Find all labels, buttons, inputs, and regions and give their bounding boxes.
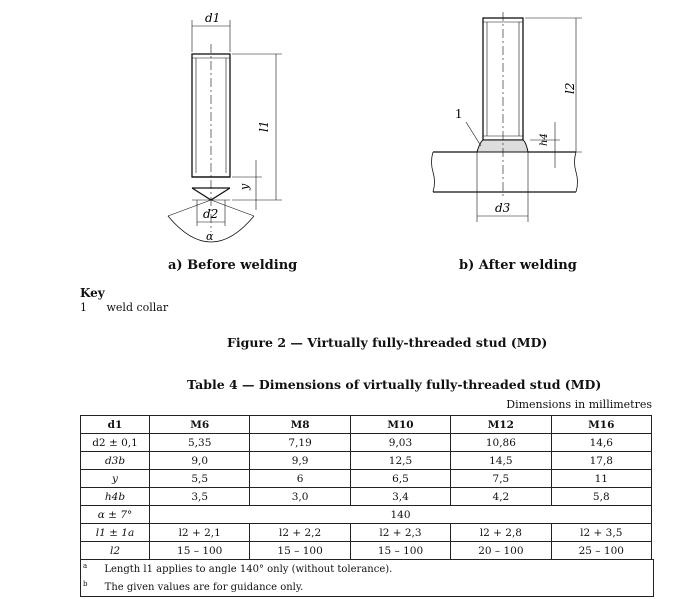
header-cell: d1 [81,416,150,434]
key-item-text: weld collar [106,301,169,314]
table-row [81,506,652,524]
header-cell: M10 [350,416,450,434]
table-cell-merged: 140 [150,506,652,524]
dim-h4: h4 [539,133,550,146]
dim-d2: d2 [203,207,219,221]
key-title: Key [80,286,105,300]
table-cell: l2 + 2,8 [451,524,551,542]
table-cell: l2 + 2,1 [150,524,250,542]
table-cell: 5,35 [150,434,250,452]
table-cell: 14,6 [551,434,651,452]
table-cell: l2 + 2,2 [250,524,350,542]
table-cell: 7,5 [451,470,551,488]
dim-l2: l2 [563,82,577,94]
footnote-text: Length l1 applies to angle 140° only (without tolerance). [104,564,393,576]
table-cell: 9,0 [150,452,250,470]
caption-after-welding: b) After welding [459,258,577,273]
table-cell: 9,9 [250,452,350,470]
row-label: l1 ± 1a [81,524,150,542]
dim-y: y [238,183,251,190]
callout-1: 1 [455,107,462,122]
table-header-row [81,416,652,434]
row-label: d3b [81,452,150,470]
table-cell: 3,0 [250,488,350,506]
table-cell: 6,5 [350,470,450,488]
table-cell: 25 – 100 [551,542,651,560]
header-cell: M12 [451,416,551,434]
header-cell: M16 [551,416,651,434]
table-cell: l2 + 2,3 [350,524,450,542]
stud-drawing [0,0,693,280]
key-item-number: 1 [80,301,87,314]
table-row [81,434,652,452]
row-label: d2 ± 0,1 [81,434,150,452]
table-cell: 15 – 100 [150,542,250,560]
table-cell: 15 – 100 [350,542,450,560]
table-cell: l2 + 3,5 [551,524,651,542]
table-row [81,542,652,560]
dimensions-table [80,415,652,560]
table-cell: 11 [551,470,651,488]
table-cell: 9,03 [350,434,450,452]
table-cell: 5,8 [551,488,651,506]
table-cell: 20 – 100 [451,542,551,560]
row-label: l2 [81,542,150,560]
dim-d3: d3 [495,201,511,215]
table-cell: 17,8 [551,452,651,470]
table-row [81,452,652,470]
table-cell: 3,5 [150,488,250,506]
table-cell: 5,5 [150,470,250,488]
table-cell: 6 [250,470,350,488]
header-cell: M8 [250,416,350,434]
footnote-a [83,562,392,575]
footnote-text: The given values are for guidance only. [104,582,304,594]
table-row [81,470,652,488]
key-item-1 [80,301,168,314]
table-cell: 14,5 [451,452,551,470]
dim-l1: l1 [257,120,271,132]
table-cell: 7,19 [250,434,350,452]
table-row [81,524,652,542]
row-label: y [81,470,150,488]
caption-before-welding: a) Before welding [168,258,298,273]
table-row [81,488,652,506]
table-units: Dimensions in millimetres [506,398,652,411]
table-footnotes [80,559,654,597]
footnote-mark: b [83,580,88,588]
table-cell: 4,2 [451,488,551,506]
footnote-mark: a [83,562,88,570]
footnote-b [83,580,303,593]
figure-title: Figure 2 — Virtually fully-threaded stud (MD) [227,335,548,350]
dim-d1: d1 [205,11,221,25]
row-label: h4b [81,488,150,506]
table-title: Table 4 — Dimensions of virtually fully-threaded stud (MD) [187,377,602,392]
row-label: α ± 7° [81,506,150,524]
header-cell: M6 [150,416,250,434]
table-cell: 12,5 [350,452,450,470]
table-cell: 3,4 [350,488,450,506]
table-cell: 10,86 [451,434,551,452]
table-cell: 15 – 100 [250,542,350,560]
dim-alpha: α [206,230,214,243]
